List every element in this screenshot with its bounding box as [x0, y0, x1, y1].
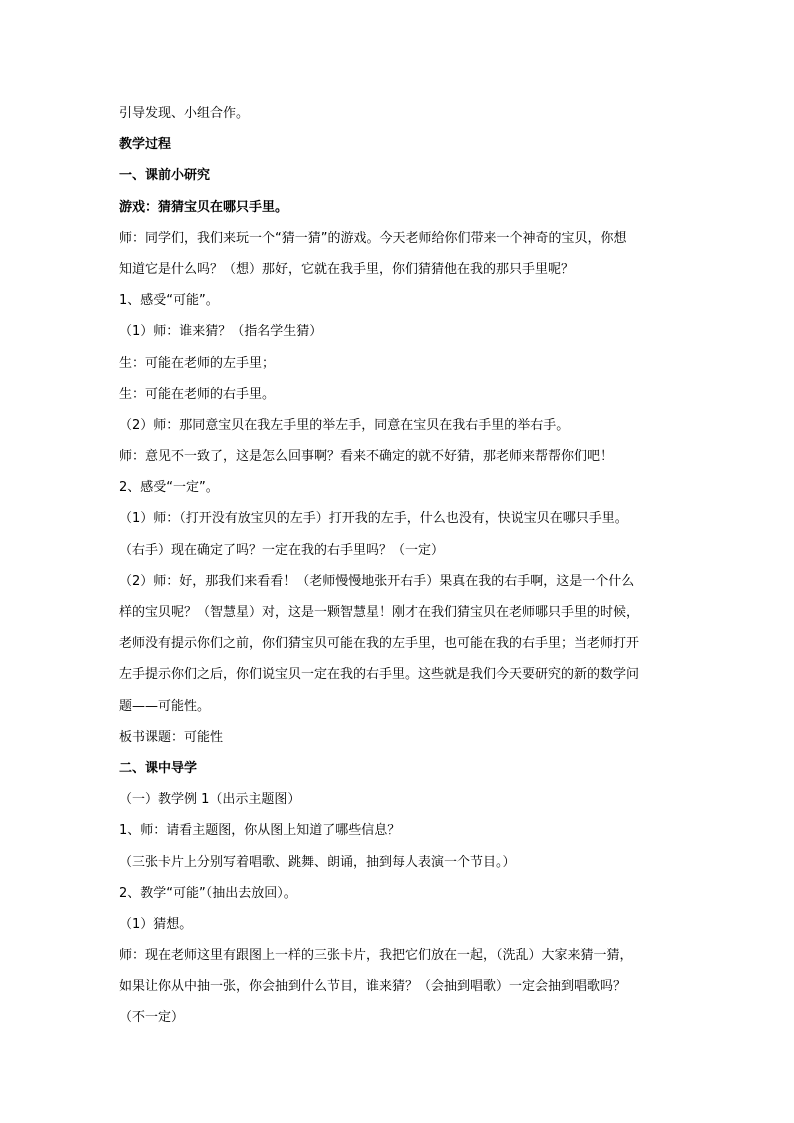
text-line: （1）猜想。 — [119, 916, 193, 932]
heading-line: 教学过程 — [119, 137, 172, 153]
text-line: （三张卡片上分别写着唱歌、跳舞、朗诵，抽到每人表演一个节目。） — [119, 854, 516, 870]
text-line: （2）师：好，那我们来看看！（老师慢慢地张开右手）果真在我的右手啊，这是一个什么 — [119, 573, 635, 589]
text-line: 知道它是什么吗？（想）那好，它就在我手里，你们猜猜他在我的那只手里呢？ — [119, 261, 575, 277]
heading-line: 一、课前小研究 — [119, 168, 211, 184]
document-body — [119, 98, 679, 1034]
heading-line: 游戏：猜猜宝贝在哪只手里。 — [119, 199, 289, 215]
text-line: 左手提示你们之后，你们说宝贝一定在我的右手里。这些就是我们今天要研究的新的数学问 — [119, 667, 640, 683]
text-line: （右手）现在确定了吗？一定在我的右手里吗？（一定） — [119, 542, 445, 558]
text-line: 老师没有提示你们之前，你们猜宝贝可能在我的左手里，也可能在我的右手里；当老师打开 — [119, 636, 640, 652]
text-line: 2、感受“一定”。 — [119, 480, 219, 496]
text-line: 师：意见不一致了，这是怎么回事啊？看来不确定的就不好猜，那老师来帮帮你们吧！ — [119, 449, 614, 465]
heading-line: 二、课中导学 — [119, 760, 198, 776]
text-line: （1）师：谁来猜？（指名学生猜） — [119, 324, 323, 340]
text-line: 1、感受“可能”。 — [119, 293, 219, 309]
text-line: （不一定） — [119, 1010, 185, 1026]
text-line: （一）教学例 1（出示主题图） — [119, 792, 301, 808]
text-line: 师：同学们，我们来玩一个“猜一猜”的游戏。今天老师给你们带来一个神奇的宝贝，你想 — [119, 230, 627, 246]
text-line: 样的宝贝呢？（智慧星）对，这是一颗智慧星！刚才在我们猜宝贝在老师哪只手里的时候， — [119, 605, 640, 620]
text-line: 师：现在老师这里有跟图上一样的三张卡片，我把它们放在一起，（洗乱）大家来猜一猜， — [119, 948, 633, 964]
text-line: 生：可能在老师的左手里； — [119, 355, 276, 371]
text-line: 板书课题：可能性 — [119, 729, 224, 745]
text-line: 1、师：请看主题图，你从图上知道了哪些信息？ — [119, 823, 401, 839]
text-line: 生：可能在老师的右手里。 — [119, 386, 276, 402]
text-line: 如果让你从中抽一张，你会抽到什么节目，谁来猜？（会抽到唱歌）一定会抽到唱歌吗？ — [119, 979, 627, 995]
text-line: 2、教学“可能”（抽出去放回）。 — [119, 885, 297, 901]
text-line: 题——可能性。 — [119, 698, 211, 714]
text-line: （1）师：（打开没有放宝贝的左手）打开我的左手，什么也没有，快说宝贝在哪只手里。 — [119, 511, 628, 527]
text-line: （2）师：那同意宝贝在我左手里的举左手，同意在宝贝在我右手里的举右手。 — [119, 417, 570, 433]
text-line: 引导发现、小组合作。 — [119, 106, 250, 121]
